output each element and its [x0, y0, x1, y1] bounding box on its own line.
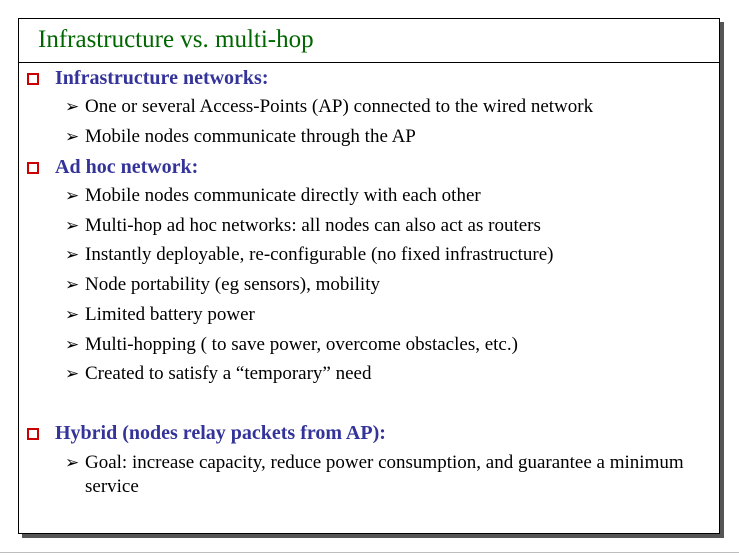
list-item: ➢ Mobile nodes communicate through the AP	[65, 126, 416, 147]
list-item: ➢ Goal: increase capacity, reduce power consumption, and guarantee a minimum service	[65, 452, 684, 497]
section-heading-adhoc	[27, 156, 198, 179]
section-heading-text: Hybrid (nodes relay packets from AP):	[55, 422, 386, 444]
slide-frame	[18, 18, 720, 534]
arrow-bullet-icon: ➢	[65, 97, 80, 116]
section-heading-infrastructure	[27, 67, 269, 90]
arrow-bullet-icon: ➢	[65, 453, 80, 472]
list-item: ➢ Limited battery power	[65, 304, 255, 325]
section-heading-text: Infrastructure networks:	[55, 67, 269, 89]
square-bullet-icon	[27, 428, 39, 440]
list-item: ➢ Node portability (eg sensors), mobility	[65, 274, 380, 295]
arrow-bullet-icon: ➢	[65, 335, 80, 354]
arrow-bullet-icon: ➢	[65, 305, 80, 324]
square-bullet-icon	[27, 73, 39, 85]
arrow-bullet-icon: ➢	[65, 186, 80, 205]
arrow-bullet-icon: ➢	[65, 245, 80, 264]
section-heading-text: Ad hoc network:	[55, 156, 199, 178]
slide-title: Infrastructure vs. multi-hop	[38, 26, 314, 53]
arrow-bullet-icon: ➢	[65, 216, 80, 235]
bottom-divider	[0, 552, 739, 553]
list-item: ➢ Instantly deployable, re-configurable (no fixed infrastructure)	[65, 244, 554, 265]
arrow-bullet-icon: ➢	[65, 364, 80, 383]
section-heading-hybrid	[27, 422, 386, 445]
title-bar	[19, 19, 719, 63]
arrow-bullet-icon: ➢	[65, 275, 80, 294]
list-item: ➢ Created to satisfy a “temporary” need	[65, 363, 372, 384]
square-bullet-icon	[27, 162, 39, 174]
arrow-bullet-icon: ➢	[65, 127, 80, 146]
list-item: ➢ Mobile nodes communicate directly with each other	[65, 185, 481, 206]
list-item: ➢ One or several Access-Points (AP) connected to the wired network	[65, 96, 594, 117]
list-item: ➢ Multi-hopping ( to save power, overcome obstacles, etc.)	[65, 334, 518, 355]
list-item: ➢ Multi-hop ad hoc networks: all nodes can also act as routers	[65, 215, 541, 236]
